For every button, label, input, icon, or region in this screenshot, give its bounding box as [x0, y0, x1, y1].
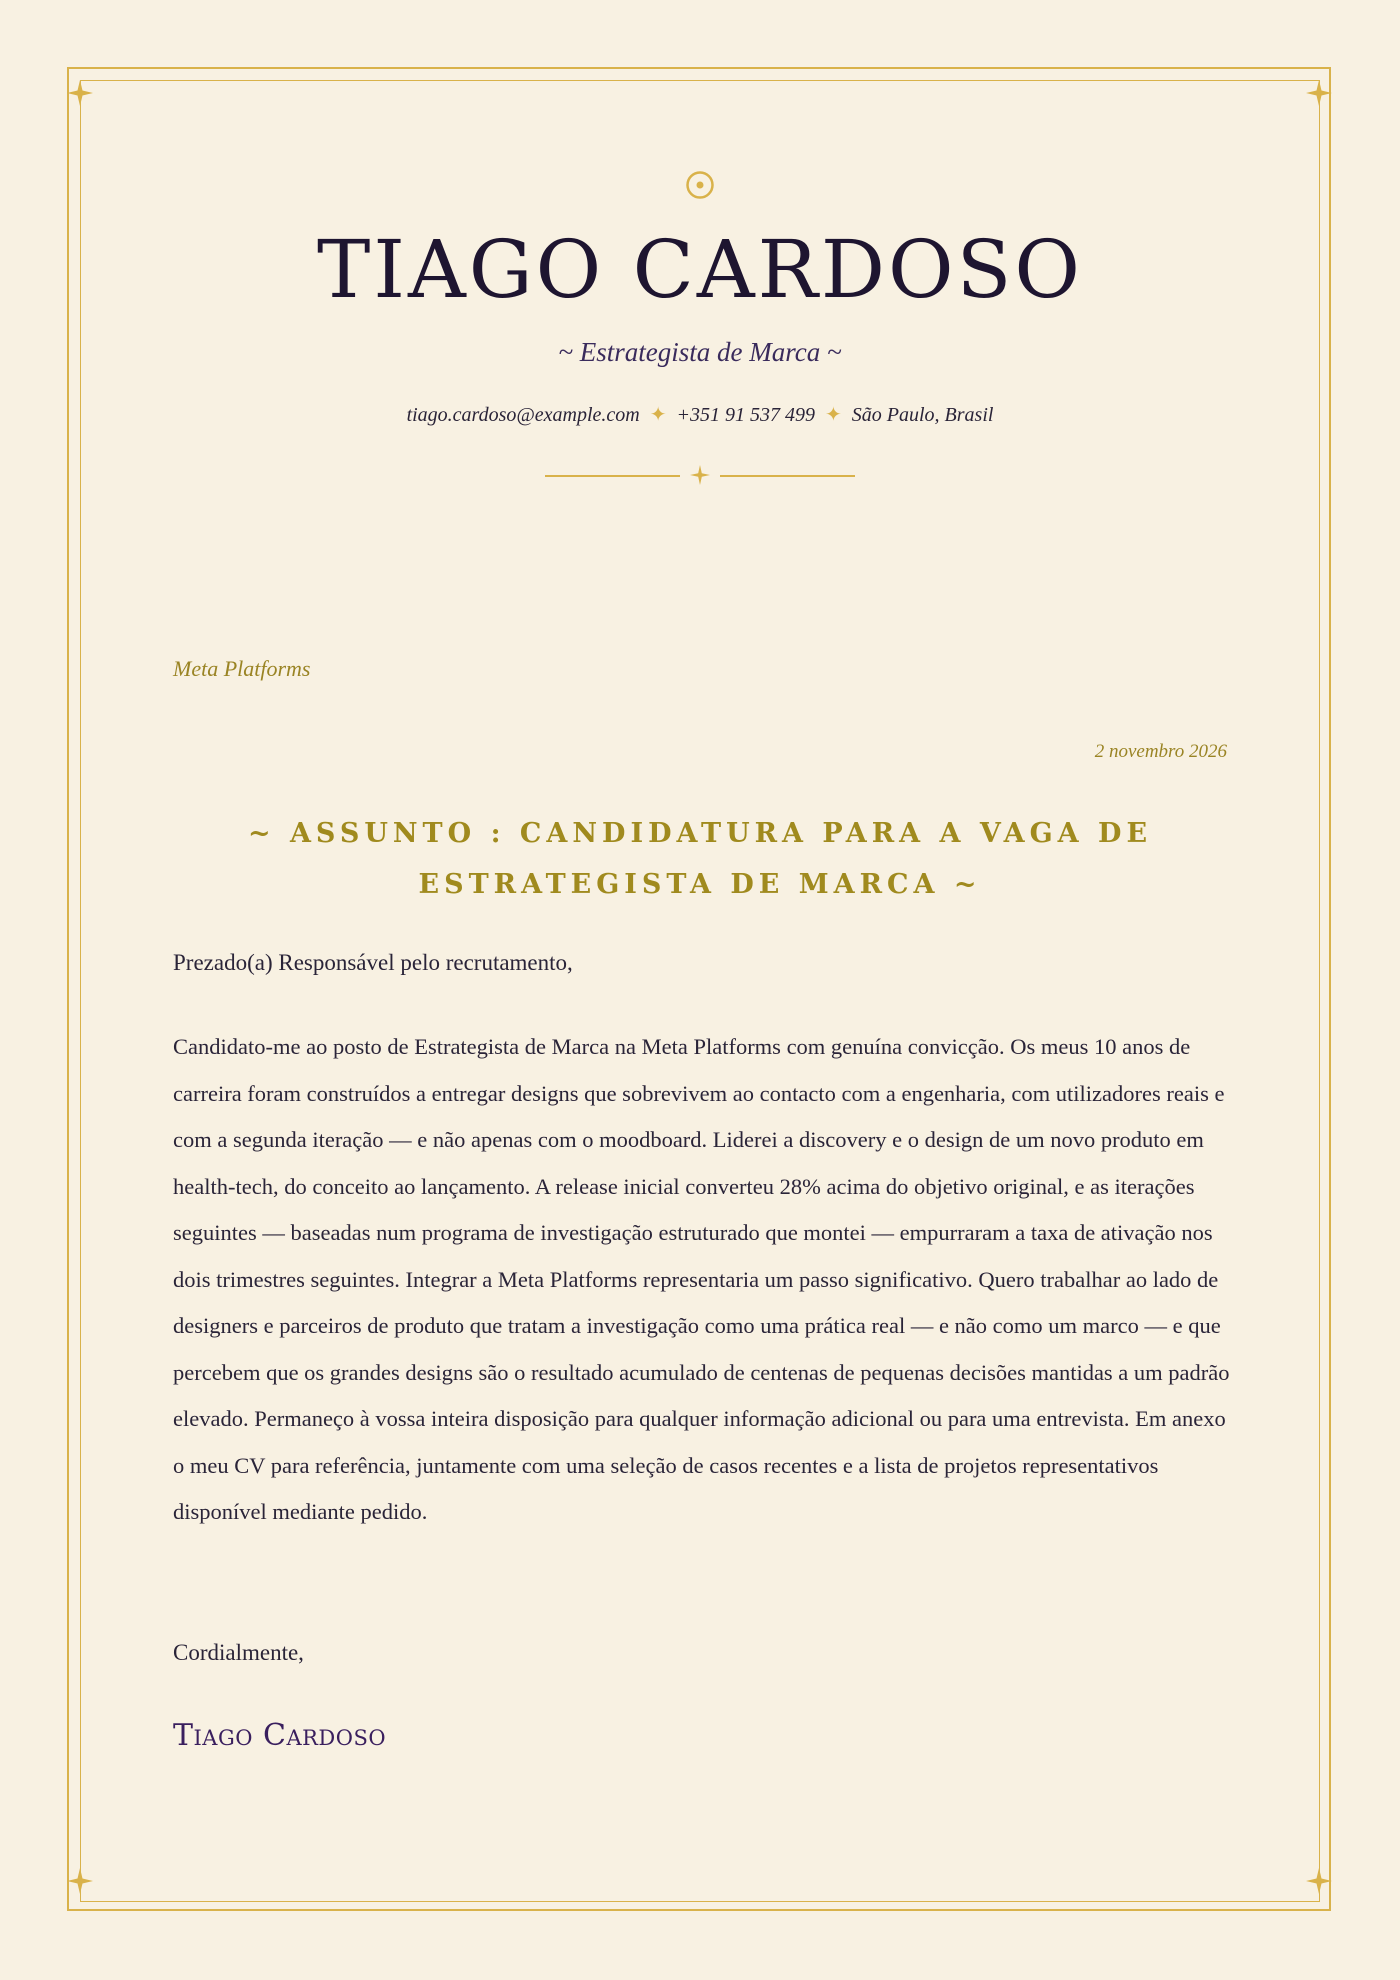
- letter-subject: ~ ASSUNTO : CANDIDATURA PARA A VAGA DE ESTRATEGISTA DE MARCA ~: [247, 818, 1153, 900]
- corner-star-icon: [67, 80, 93, 106]
- contact-location: São Paulo, Brasil: [851, 404, 994, 426]
- letter-signature: Tiago Cardoso: [173, 1718, 387, 1753]
- divider-line: [545, 475, 680, 477]
- letter-closing: Cordialmente,: [173, 1640, 304, 1665]
- divider-line: [720, 475, 855, 477]
- contact-email[interactable]: tiago.cardoso@example.com: [406, 404, 640, 426]
- four-point-star-icon: ✦: [825, 404, 842, 426]
- circle-dot-icon: [684, 169, 716, 201]
- header-divider: [545, 462, 855, 490]
- contact-line: [0, 402, 1400, 427]
- applicant-role: ~ Estrategista de Marca ~: [558, 337, 842, 367]
- letter-salutation: Prezado(a) Responsável pelo recrutamento,: [173, 950, 573, 975]
- recipient-company: Meta Platforms: [173, 656, 311, 681]
- corner-star-icon: [1306, 1868, 1332, 1894]
- corner-star-icon: [67, 1868, 93, 1894]
- corner-star-icon: [1306, 80, 1332, 106]
- applicant-name: TIAGO CARDOSO: [317, 223, 1083, 316]
- four-point-star-icon: ✦: [649, 404, 667, 426]
- letter-body: Candidato-me ao posto de Estrategista de Marca na Meta Platforms com genuína convicção. Os meus 10 anos de carreira foram construídos a entregar designs que sobrevivem ao contacto com a engenharia, com utilizadores reais e com a segunda iteração — e não apenas com o moodboard. Liderei a discovery e o design de um novo produto em health-tech, do conceito ao lançamento. A release inicial converteu 28% acima do objetivo original, e as iterações seguintes — baseadas num programa de investigação estruturado que montei — empurraram a taxa de ativação nos dois trimestres seguintes. Integrar a Meta Platforms representaria um passo significativo. Quero trabalhar ao lado de designers e parceiros de produto que tratam a investigação como uma prática real — e não como um marco — e que percebem que os grandes designs são o resultado acumulado de centenas de pequenas decisões mantidas a um padrão elevado. Permaneço à vossa inteira disposição para qualquer informação adicional ou para uma entrevista. Em anexo o meu CV para referência, juntamente com uma seleção de casos recentes e a lista de projetos representativos disponível mediante pedido.: [173, 1034, 1230, 1524]
- four-point-star-icon: [687, 462, 713, 488]
- letter-date: 2 novembro 2026: [1094, 741, 1227, 762]
- contact-phone[interactable]: +351 91 537 499: [676, 404, 815, 426]
